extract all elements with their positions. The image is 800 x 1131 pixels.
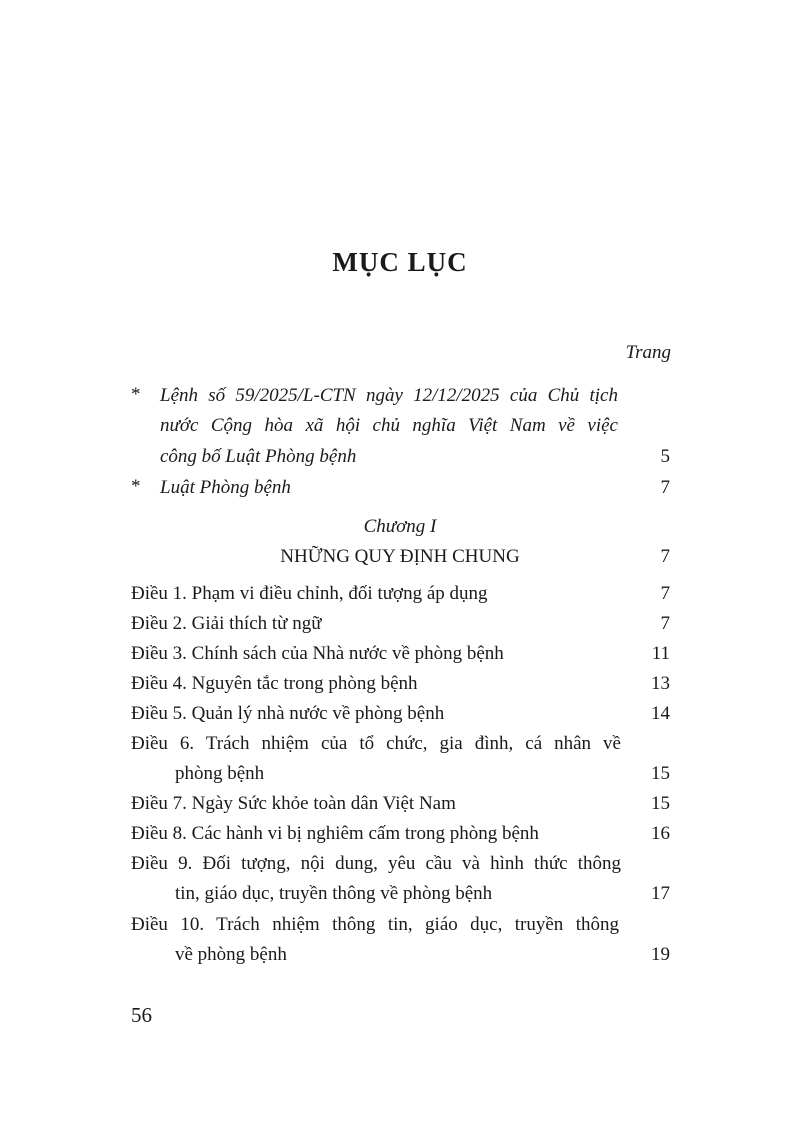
- toc-page-number: 7: [660, 477, 670, 498]
- toc-entry-text[interactable]: phòng bệnh: [175, 763, 265, 784]
- toc-page-number: 7: [660, 546, 670, 567]
- toc-page-number: 19: [651, 944, 670, 965]
- toc-entry-text[interactable]: công bố Luật Phòng bệnh: [160, 446, 357, 467]
- page-number: 56: [131, 1003, 152, 1027]
- toc-page-number: 7: [660, 613, 670, 634]
- toc-entry-text[interactable]: Điều 10. Trách nhiệm thông tin, giáo dục, truyền thông: [131, 914, 619, 935]
- toc-entry-text[interactable]: tin, giáo dục, truyền thông về phòng bệnh: [175, 883, 493, 904]
- toc-entry-text[interactable]: Điều 8. Các hành vi bị nghiêm cấm trong phòng bệnh: [131, 823, 539, 844]
- page-title: MỤC LỤC: [332, 247, 468, 277]
- toc-entry-text[interactable]: về phòng bệnh: [175, 944, 287, 965]
- toc-page-number: 14: [651, 703, 670, 724]
- toc-entry-text[interactable]: Lệnh số 59/2025/L-CTN ngày 12/12/2025 của Chủ tịch: [160, 385, 618, 406]
- toc-entry-text[interactable]: nước Cộng hòa xã hội chủ nghĩa Việt Nam về việc: [160, 415, 618, 436]
- toc-page-number: 13: [651, 673, 670, 694]
- toc-entry-text[interactable]: Luật Phòng bệnh: [160, 477, 291, 498]
- toc-page-number: 15: [651, 793, 670, 814]
- toc-entry-text[interactable]: Điều 6. Trách nhiệm của tổ chức, gia đình, cá nhân về: [131, 733, 621, 754]
- toc-entry-text[interactable]: Điều 5. Quản lý nhà nước về phòng bệnh: [131, 703, 445, 724]
- page-column-label: Trang: [625, 342, 671, 363]
- toc-page-number: 7: [660, 583, 670, 604]
- toc-page-number: 16: [651, 823, 670, 844]
- toc-entry-text[interactable]: Điều 3. Chính sách của Nhà nước về phòng bệnh: [131, 643, 504, 664]
- toc-entry-text[interactable]: Điều 4. Nguyên tắc trong phòng bệnh: [131, 673, 418, 694]
- chapter-title[interactable]: NHỮNG QUY ĐỊNH CHUNG: [280, 546, 520, 567]
- toc-page-number: 11: [651, 643, 670, 664]
- toc-page-number: 17: [651, 883, 670, 904]
- toc-page-number: 15: [651, 763, 670, 784]
- chapter-label: Chương I: [363, 516, 437, 537]
- toc-entry-text[interactable]: Điều 9. Đối tượng, nội dung, yêu cầu và hình thức thông: [131, 853, 621, 874]
- toc-entry-text[interactable]: Điều 2. Giải thích từ ngữ: [131, 613, 322, 634]
- toc-entry-text[interactable]: Điều 7. Ngày Sức khỏe toàn dân Việt Nam: [131, 793, 456, 814]
- toc-entry-text[interactable]: Điều 1. Phạm vi điều chỉnh, đối tượng áp dụng: [131, 583, 488, 604]
- bullet-marker: *: [131, 476, 141, 497]
- bullet-marker: *: [131, 384, 141, 405]
- toc-page-number: 5: [660, 446, 670, 467]
